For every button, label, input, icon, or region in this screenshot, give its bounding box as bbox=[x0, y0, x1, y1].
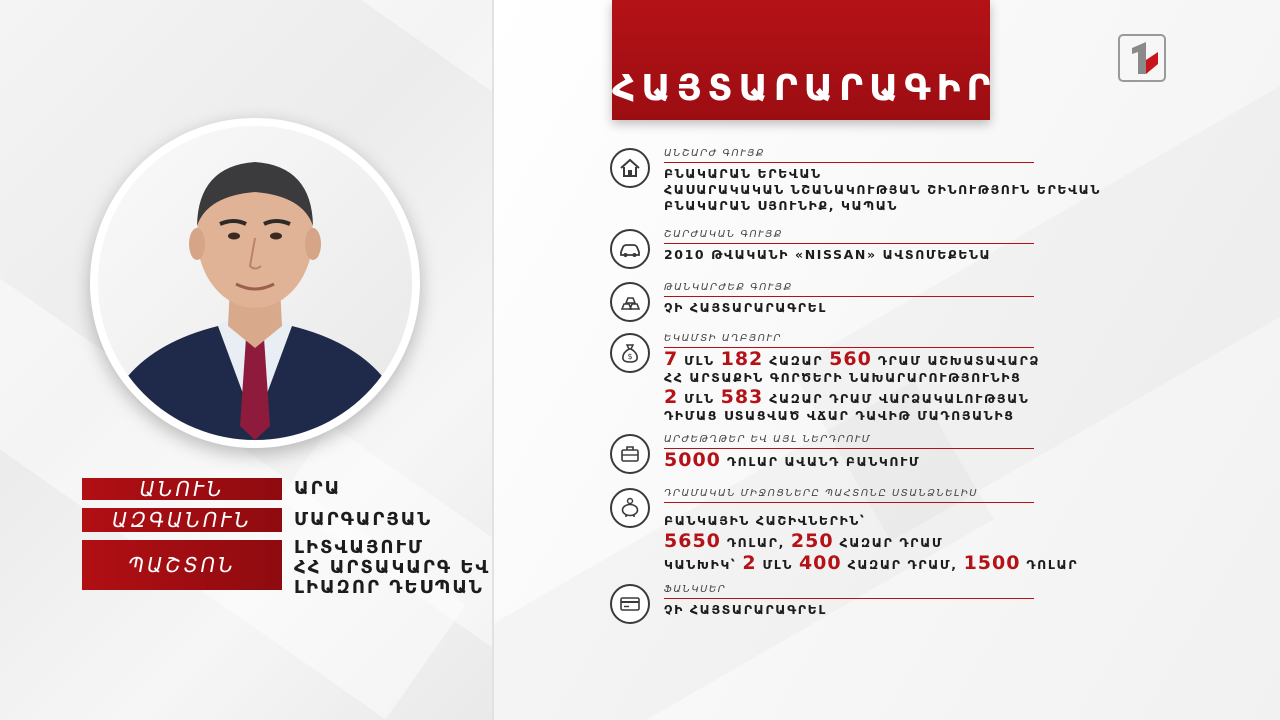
info-label-surname: ԱԶԳԱՆՈՒՆ bbox=[82, 508, 282, 532]
section-body-valuables: ՉԻ ՀԱՅՏԱՐԱՐԱԳՐԵԼ bbox=[664, 300, 827, 315]
section-body-debts: ՉԻ ՀԱՅՏԱՐԱՐԱԳՐԵԼ bbox=[664, 602, 827, 617]
house-icon bbox=[618, 156, 642, 180]
title-tab bbox=[612, 0, 997, 120]
section-body-movable-property: 2010 ԹՎԱԿԱՆԻ «NISSAN» ԱՎՏՈՄԵՔԵՆԱ bbox=[664, 247, 992, 262]
section-income bbox=[610, 333, 1110, 425]
portrait-frame bbox=[90, 118, 420, 448]
channel-one-logo bbox=[1118, 34, 1166, 82]
cash-on-hand-line: ԿԱՆԽԻԿ՝ 2 ՄԼՆ 400 ՀԱԶԱՐ ԴՐԱՄ, 1500 ԴՈԼԱՐ bbox=[664, 552, 1079, 574]
section-heading-securities: ԱՐԺԵԹՂԹԵՐ ԵՎ ԱՅԼ ՆԵՐԴՐՈՒՄ bbox=[664, 434, 1034, 449]
briefcase-icon bbox=[618, 442, 642, 466]
section-heading-income: ԵԿԱՄՏԻ ԱՂԲՅՈՒՐ bbox=[664, 333, 1034, 348]
section-heading-valuables: ԹԱՆԿԱՐԺԵՔ ԳՈՒՅՔ bbox=[664, 282, 1034, 297]
piggy-bank-icon bbox=[618, 496, 642, 520]
section-body-real-estate: ԲՆԱԿԱՐԱՆ ԵՐԵՎԱՆ ՀԱՍԱՐԱԿԱԿԱՆ ՆՇԱՆԱԿՈՒԹՅԱՆ ՇԻՆՈՒԹՅՈՒՆ ԵՐԵՎԱՆ ԲՆԱԿԱՐԱՆ ՍՅՈՒՆԻՔ, ԿԱՊԱՆ bbox=[664, 166, 1101, 213]
section-body-income: 7 ՄԼՆ 182 ՀԱԶԱՐ 560 ԴՐԱՄ ԱՇԽԱՏԱՎԱՐՁ ՀՀ ԱՐՏԱՔԻՆ ԳՈՐԾԵՐԻ ՆԱԽԱՐԱՐՈՒԹՅՈՒՆԻՑ 2 ՄԼՆ 583 ՀԱԶԱՐ ԴՐԱՄ ՎԱՐՁԱԿԱԼՈՒԹՅԱՆ ԴԻՄԱՑ ՍՏԱՑՎԱԾ ՎՃԱՐ ԴԱՎԻԹ ՄԱԴՈՅԱՆԻՑ bbox=[664, 351, 1124, 424]
section-securities bbox=[610, 434, 1110, 478]
page-title: ՀԱՅՏԱՐԱՐԱԳԻՐ bbox=[612, 68, 997, 109]
section-debts bbox=[610, 584, 1110, 624]
cash-bank-line: 5650 ԴՈԼԱՐ, 250 ՀԱԶԱՐ ԴՐԱՄ bbox=[664, 530, 944, 552]
section-body-securities: 5000 ԴՈԼԱՐ ԱՎԱՆԴ ԲԱՆԿՈՒՄ bbox=[664, 449, 921, 471]
svg-text:$: $ bbox=[627, 352, 633, 361]
portrait-photo bbox=[98, 126, 412, 440]
section-real-estate bbox=[610, 148, 1110, 218]
car-icon bbox=[618, 237, 642, 261]
section-heading-debts: ՖԱՆԿՍԵՐ bbox=[664, 584, 1034, 599]
income-rent-line: 2 ՄԼՆ 583 ՀԱԶԱՐ ԴՐԱՄ ՎԱՐՁԱԿԱԼՈՒԹՅԱՆ bbox=[664, 386, 1030, 408]
info-label-position: ՊԱՇՏՈՆ bbox=[82, 540, 282, 590]
section-cash bbox=[610, 488, 1110, 574]
person-portrait-icon bbox=[98, 126, 412, 440]
money-bag-icon bbox=[618, 341, 642, 365]
credit-card-icon bbox=[618, 592, 642, 616]
income-salary-line: 7 ՄԼՆ 182 ՀԱԶԱՐ 560 ԴՐԱՄ ԱՇԽԱՏԱՎԱՐՁ bbox=[664, 348, 1041, 370]
section-movable-property bbox=[610, 229, 1110, 269]
info-label-name: ԱՆՈՒՆ bbox=[82, 478, 282, 500]
gold-bars-icon bbox=[618, 290, 642, 314]
section-heading-movable-property: ՇԱՐԺԱԿԱՆ ԳՈՒՅՔ bbox=[664, 229, 1034, 244]
info-value-name: ԱՐԱ bbox=[294, 478, 342, 499]
section-body-cash: ԲԱՆԿԱՅԻՆ ՀԱՇԻՎՆԵՐԻՆ՝ 5650 ԴՈԼԱՐ, 250 ՀԱԶԱՐ ԴՐԱՄ ԿԱՆԽԻԿ՝ 2 ՄԼՆ 400 ՀԱԶԱՐ ԴՐԱՄ, 1500 ԴՈԼԱՐ bbox=[664, 510, 1124, 575]
section-heading-real-estate: ԱՆՇԱՐԺ ԳՈՒՅՔ bbox=[664, 148, 1034, 163]
section-valuables bbox=[610, 282, 1110, 322]
info-value-position: ԼԻՏՎԱՅՈՒՄ ՀՀ ԱՐՏԱԿԱՐԳ ԵՎ ԼԻԱԶՈՐ ԴԵՍՊԱՆ bbox=[294, 537, 491, 598]
section-heading-cash: ԴՐԱՄԱԿԱՆ ՄԻՋՈՑՆԵՐԸ ՊԱՀՏՈՆԸ ՍՏԱՆՁՆԵԼԻՍ bbox=[664, 488, 1034, 503]
info-value-surname: ՄԱՐԳԱՐՅԱՆ bbox=[294, 509, 433, 530]
